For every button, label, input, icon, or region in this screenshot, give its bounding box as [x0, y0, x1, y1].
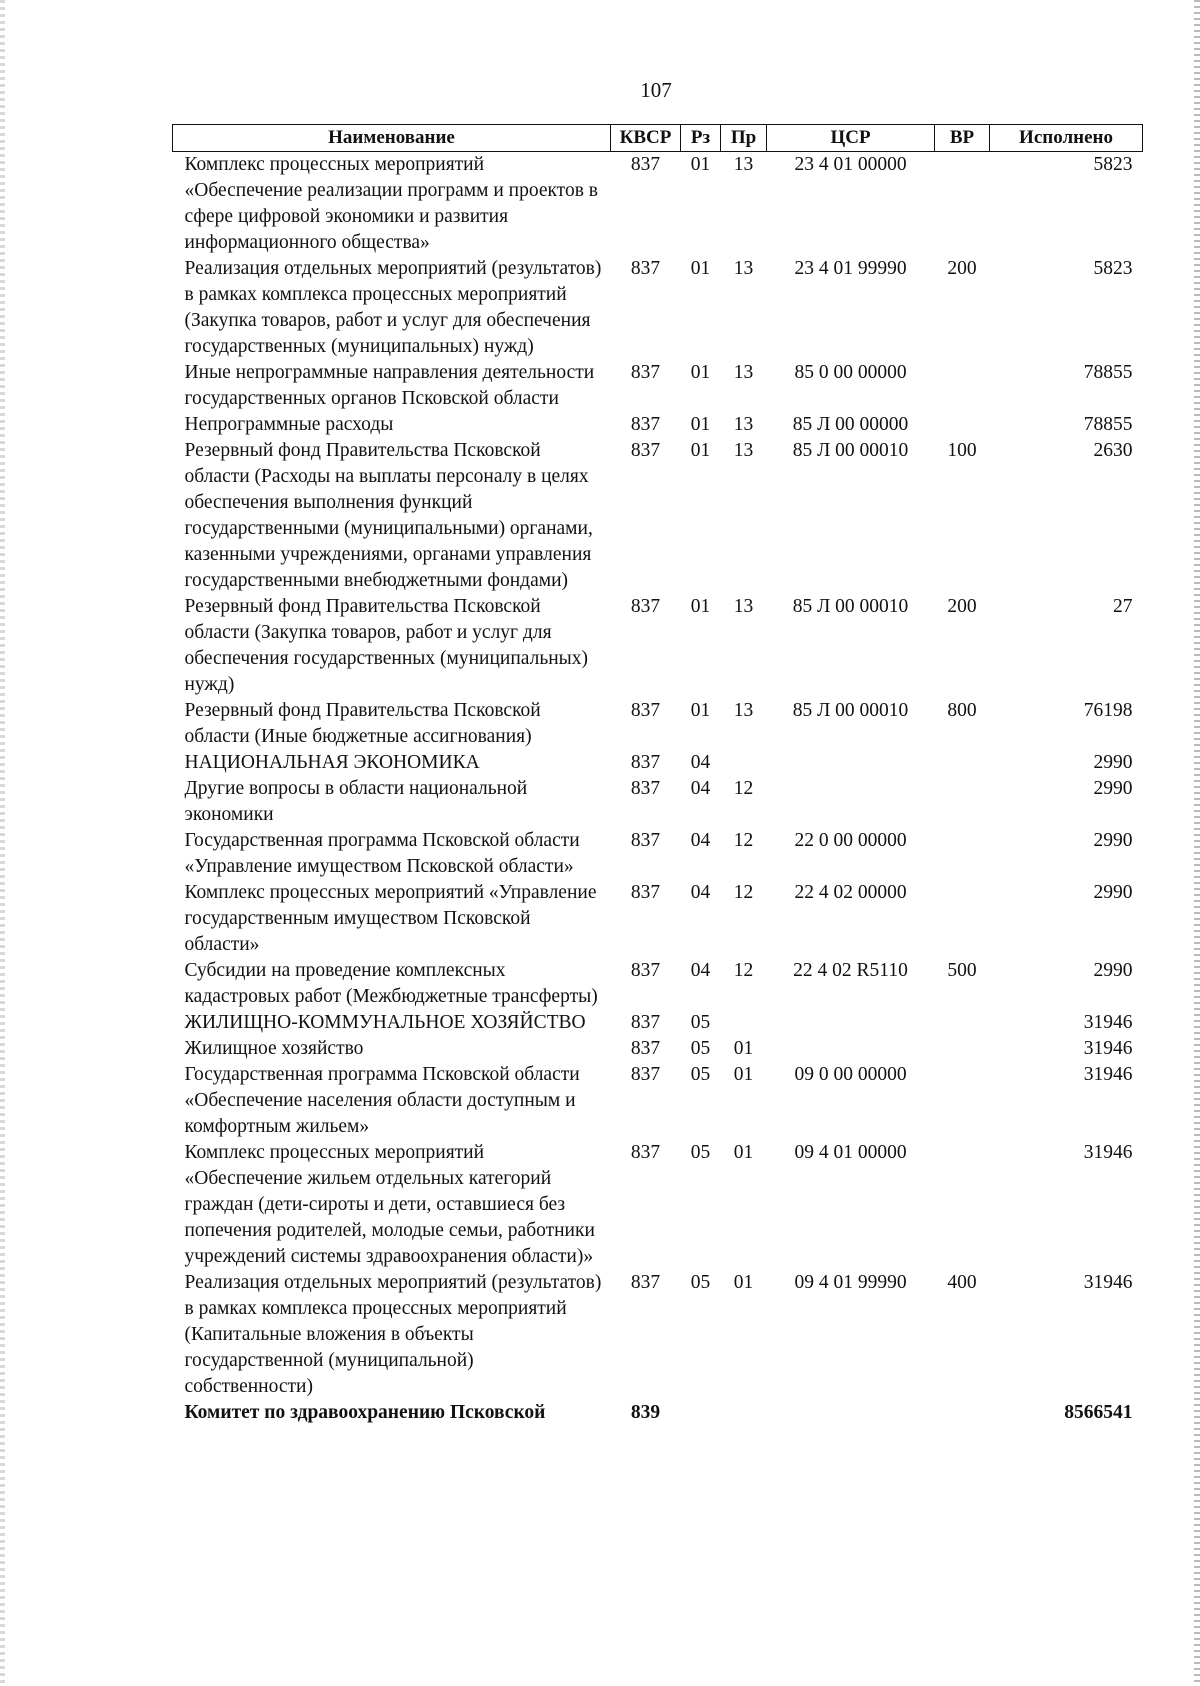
cell-pr: 01: [733, 1142, 754, 1163]
cell-done: 2990: [1093, 752, 1133, 773]
cell-name: Субсидии на проведение комплексных кадастровых работ (Межбюджетные трансферты): [184, 960, 598, 1007]
cell-name: Иные непрограммные направления деятельности государственных органов Псковской области: [184, 362, 595, 409]
table-row: [173, 152, 1143, 257]
cell-vr: [935, 412, 990, 438]
cell-pr: [721, 1400, 767, 1426]
cell-vr: [935, 750, 990, 776]
table-row: [173, 360, 1143, 412]
cell-name: Резервный фонд Правительства Псковской области (Расходы на выплаты персоналу в целях обеспечения выполнения функций государственными (муниципальными) органами, казенными учреждениями, органами управления государственными внебюджетными фондами): [184, 440, 593, 591]
header-name: Наименование: [173, 125, 611, 152]
header-done: Исполнено: [990, 125, 1143, 152]
table-row: [173, 880, 1143, 958]
cell-rz: 04: [690, 830, 711, 851]
cell-pr: 13: [733, 440, 754, 461]
cell-pr: 13: [733, 362, 754, 383]
cell-kvsr: 837: [630, 596, 661, 617]
cell-name: Реализация отдельных мероприятий (результатов) в рамках комплекса процессных мероприятий (Капитальные вложения в объекты государственной (муниципальной) собственности): [184, 1272, 602, 1397]
cell-name: Другие вопросы в области национальной экономики: [184, 778, 528, 825]
table-row: [173, 1010, 1143, 1036]
cell-vr: [935, 360, 990, 412]
cell-rz: 04: [690, 752, 711, 773]
cell-name: Жилищное хозяйство: [184, 1038, 364, 1059]
cell-vr: [935, 828, 990, 880]
cell-rz: 05: [690, 1142, 711, 1163]
cell-csr: 09 0 00 00000: [794, 1064, 907, 1085]
cell-done: 31946: [1083, 1038, 1133, 1059]
cell-kvsr: 837: [630, 882, 661, 903]
cell-csr: 22 0 00 00000: [794, 830, 907, 851]
cell-rz: 04: [690, 882, 711, 903]
cell-done: 78855: [1083, 414, 1133, 435]
header-pr: Пр: [721, 125, 767, 152]
cell-vr: [935, 1062, 990, 1140]
cell-name: Реализация отдельных мероприятий (результатов) в рамках комплекса процессных мероприятий (Закупка товаров, работ и услуг для обеспечения государственных (муниципальных) нужд): [184, 258, 602, 357]
cell-kvsr: 837: [630, 1012, 661, 1033]
cell-name: НАЦИОНАЛЬНАЯ ЭКОНОМИКА: [184, 752, 480, 773]
cell-vr: 100: [947, 440, 977, 461]
cell-pr: 12: [733, 882, 754, 903]
cell-kvsr: 837: [630, 362, 661, 383]
cell-rz: 05: [690, 1012, 711, 1033]
cell-done: 2990: [1093, 778, 1133, 799]
cell-kvsr: 837: [630, 960, 661, 981]
cell-vr: 500: [947, 960, 977, 981]
cell-name: Комплекс процессных мероприятий «Обеспечение жильем отдельных категорий граждан (дети-сироты и дети, оставшиеся без попечения родителей, молодые семьи, работники учреждений системы здравоохранения области)»: [184, 1142, 595, 1267]
cell-name: Резервный фонд Правительства Псковской области (Иные бюджетные ассигнования): [184, 700, 541, 747]
cell-pr: 01: [733, 1064, 754, 1085]
cell-done: 31946: [1083, 1064, 1133, 1085]
cell-pr: 12: [733, 960, 754, 981]
cell-kvsr: 837: [630, 440, 661, 461]
header-rz: Рз: [681, 125, 721, 152]
cell-done: 2630: [1093, 440, 1133, 461]
cell-rz: [681, 1400, 721, 1426]
table-row: [173, 958, 1143, 1010]
cell-done: 2990: [1093, 882, 1133, 903]
cell-pr: [721, 1010, 767, 1036]
table-row: [173, 438, 1143, 594]
cell-rz: 01: [690, 362, 711, 383]
table-row: [173, 698, 1143, 750]
cell-pr: 13: [733, 700, 754, 721]
cell-kvsr: 839: [630, 1402, 661, 1423]
cell-pr: 01: [733, 1272, 754, 1293]
cell-csr: 85 Л 00 00010: [792, 596, 909, 617]
cell-kvsr: 837: [630, 414, 661, 435]
cell-done: 78855: [1083, 362, 1133, 383]
cell-csr: [767, 1010, 935, 1036]
cell-vr: [935, 880, 990, 958]
cell-done: 31946: [1083, 1142, 1133, 1163]
cell-rz: 04: [690, 778, 711, 799]
cell-vr: [935, 776, 990, 828]
scan-edge-right: [1194, 0, 1200, 1686]
table-row: [173, 256, 1143, 360]
cell-kvsr: 837: [630, 778, 661, 799]
cell-kvsr: 837: [630, 1038, 661, 1059]
cell-rz: 05: [690, 1064, 711, 1085]
cell-done: 5823: [1093, 258, 1133, 279]
cell-csr: 22 4 02 R5110: [793, 960, 908, 981]
cell-name: Резервный фонд Правительства Псковской области (Закупка товаров, работ и услуг для обеспечения государственных (муниципальных) нужд): [184, 596, 589, 695]
cell-vr: 200: [947, 596, 977, 617]
cell-done: 31946: [1083, 1272, 1133, 1293]
cell-csr: 22 4 02 00000: [794, 882, 907, 903]
header-vr: ВР: [935, 125, 990, 152]
table-row: [173, 750, 1143, 776]
cell-name: Комплекс процессных мероприятий «Обеспечение реализации программ и проектов в сфере цифровой экономики и развития информационного общества»: [184, 154, 598, 253]
table-row: [173, 412, 1143, 438]
cell-rz: 01: [690, 154, 711, 175]
cell-pr: 13: [733, 154, 754, 175]
cell-rz: 01: [690, 258, 711, 279]
cell-csr: 23 4 01 99990: [794, 258, 907, 279]
cell-name: Государственная программа Псковской области «Обеспечение населения области доступным и комфортным жильем»: [184, 1064, 580, 1137]
cell-kvsr: 837: [630, 1064, 661, 1085]
cell-rz: 01: [690, 414, 711, 435]
header-row: [173, 125, 1143, 152]
cell-name: ЖИЛИЩНО-КОММУНАЛЬНОЕ ХОЗЯЙСТВО: [184, 1012, 586, 1033]
cell-vr: [935, 1400, 990, 1426]
cell-pr: 13: [733, 258, 754, 279]
cell-vr: 400: [947, 1272, 977, 1293]
cell-kvsr: 837: [630, 1272, 661, 1293]
cell-csr: 09 4 01 00000: [794, 1142, 907, 1163]
cell-done: 2990: [1093, 960, 1133, 981]
header-csr: ЦСР: [767, 125, 935, 152]
table-row: [173, 594, 1143, 698]
cell-kvsr: 837: [630, 258, 661, 279]
cell-pr: [721, 750, 767, 776]
cell-pr: 12: [733, 778, 754, 799]
cell-pr: 12: [733, 830, 754, 851]
cell-name: Государственная программа Псковской области «Управление имуществом Псковской области»: [184, 830, 580, 877]
table-row: [173, 828, 1143, 880]
table-header: [173, 125, 1143, 152]
cell-kvsr: 837: [630, 1142, 661, 1163]
cell-rz: 01: [690, 440, 711, 461]
table-row: [173, 1140, 1143, 1270]
cell-csr: 85 Л 00 00010: [792, 440, 909, 461]
cell-done: 8566541: [1064, 1402, 1133, 1423]
page-number: 107: [640, 78, 672, 102]
cell-csr: [767, 1036, 935, 1062]
cell-name: Непрограммные расходы: [184, 414, 394, 435]
table-row: [173, 1036, 1143, 1062]
cell-vr: [935, 1140, 990, 1270]
cell-vr: [935, 1036, 990, 1062]
cell-vr: [935, 152, 990, 257]
cell-done: 31946: [1083, 1012, 1133, 1033]
table-row: [173, 1270, 1143, 1400]
cell-kvsr: 837: [630, 830, 661, 851]
cell-rz: 01: [690, 700, 711, 721]
scan-edge-left: [0, 0, 5, 1686]
budget-table: [172, 124, 1143, 1426]
cell-done: 27: [1113, 596, 1133, 617]
cell-name: Комплекс процессных мероприятий «Управление государственным имуществом Псковской области»: [184, 882, 597, 955]
cell-csr: 85 Л 00 00000: [792, 414, 909, 435]
table-row: [173, 1062, 1143, 1140]
cell-csr: [767, 1400, 935, 1426]
table-body: [173, 152, 1143, 1427]
cell-rz: 05: [690, 1272, 711, 1293]
cell-kvsr: 837: [630, 154, 661, 175]
cell-rz: 05: [690, 1038, 711, 1059]
cell-kvsr: 837: [630, 700, 661, 721]
cell-vr: 200: [947, 258, 977, 279]
cell-rz: 01: [690, 596, 711, 617]
cell-pr: 13: [733, 414, 754, 435]
header-kvsr: КВСР: [611, 125, 681, 152]
cell-kvsr: 837: [630, 752, 661, 773]
table-row: [173, 776, 1143, 828]
cell-csr: 85 0 00 00000: [794, 362, 907, 383]
cell-csr: 85 Л 00 00010: [792, 700, 909, 721]
cell-done: 76198: [1083, 700, 1133, 721]
cell-done: 2990: [1093, 830, 1133, 851]
cell-pr: 01: [733, 1038, 754, 1059]
cell-pr: 13: [733, 596, 754, 617]
cell-vr: [935, 1010, 990, 1036]
table-row: [173, 1400, 1143, 1426]
cell-csr: [767, 750, 935, 776]
cell-vr: 800: [947, 700, 977, 721]
cell-csr: 23 4 01 00000: [794, 154, 907, 175]
cell-done: 5823: [1093, 154, 1133, 175]
cell-csr: [767, 776, 935, 828]
cell-rz: 04: [690, 960, 711, 981]
cell-csr: 09 4 01 99990: [794, 1272, 907, 1293]
cell-name: Комитет по здравоохранению Псковской: [184, 1402, 546, 1423]
